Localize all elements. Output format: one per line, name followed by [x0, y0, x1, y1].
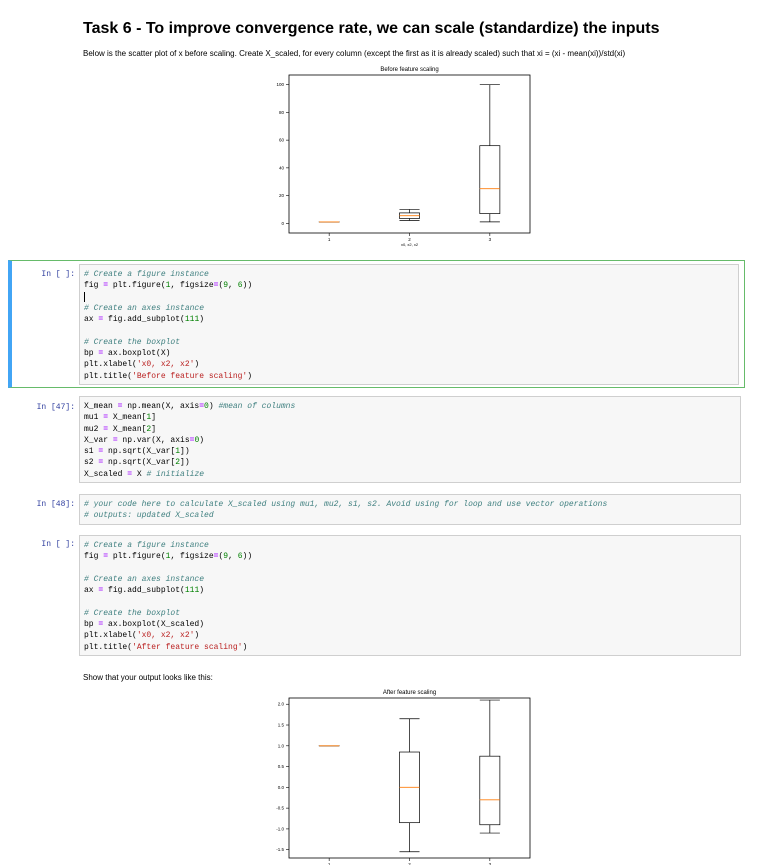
y-tick-label: 0.5	[277, 764, 284, 770]
code-token: 111	[184, 315, 200, 325]
y-tick-label: 40	[278, 165, 284, 171]
code-token: ax.boxplot(X_scaled)	[103, 620, 205, 630]
code-token: =	[98, 586, 104, 596]
code-token: s2	[84, 458, 99, 468]
code-token: 'x0, x2, x2'	[136, 631, 195, 641]
code-token: X	[132, 469, 147, 479]
code-line	[84, 585, 740, 596]
code-line	[84, 269, 738, 280]
code-token: 1	[165, 552, 171, 562]
code-token: =	[189, 435, 195, 445]
code-input-compute-stats[interactable]	[79, 396, 741, 483]
x-tick-label: 2	[408, 237, 411, 242]
x-axis-label: x0, x2, x2	[400, 242, 419, 247]
code-token: np.sqrt(X_var[	[103, 458, 176, 468]
code-token: # initialize	[146, 469, 205, 479]
code-line	[84, 359, 738, 370]
cell-prompt: In [48]:	[36, 500, 75, 509]
code-token: X_mean[	[108, 413, 147, 423]
code-token: =	[98, 315, 104, 325]
box-iqr	[480, 146, 500, 214]
code-token: mu2	[84, 424, 104, 434]
code-token: ,	[228, 281, 238, 291]
cell-prompt: In [ ]:	[41, 540, 75, 549]
code-token: 0	[204, 402, 209, 411]
code-token: =	[103, 413, 109, 423]
code-token: ])	[180, 458, 190, 468]
code-token: =	[103, 424, 109, 434]
code-token: # Create a figure instance	[84, 541, 209, 550]
code-token: X_var	[84, 435, 113, 445]
code-token: 9	[223, 552, 229, 562]
y-tick-label: 0	[281, 220, 284, 226]
code-token: 'x0, x2, x2'	[136, 360, 195, 370]
code-token: # your code here to calculate X_scaled using mu1, mu2, s1, s2. Avoid using for loop and use vector operations	[84, 500, 608, 509]
cell-prompt: In [ ]:	[41, 270, 75, 279]
text-cursor	[84, 292, 85, 302]
code-token: , figsize	[170, 552, 214, 562]
code-token: ])	[180, 447, 190, 457]
x-tick-label: 1	[327, 862, 331, 865]
y-tick-label: 1.0	[277, 743, 284, 749]
before-scaling-boxplot	[258, 62, 548, 252]
code-token: =	[103, 552, 109, 562]
code-line	[84, 608, 740, 619]
code-line	[84, 371, 738, 382]
code-line	[84, 619, 740, 630]
code-token: 1	[175, 447, 181, 457]
code-token: )	[208, 402, 219, 411]
code-token: 111	[184, 586, 200, 596]
code-token: fig	[84, 552, 104, 562]
code-line	[84, 630, 740, 641]
code-line	[84, 642, 740, 653]
show-output-text: Show that your output looks like this:	[83, 673, 213, 682]
box-iqr	[480, 756, 500, 825]
code-token: X_scaled	[84, 469, 128, 479]
code-token: ))	[242, 552, 253, 562]
code-line	[84, 551, 740, 562]
y-tick-label: -1.5	[276, 847, 284, 853]
code-line	[84, 510, 740, 521]
code-token: 'After feature scaling'	[132, 642, 243, 652]
code-token: # Create the boxplot	[84, 608, 181, 618]
x-tick-label: 2	[408, 862, 411, 865]
x-tick-label: 3	[488, 237, 492, 242]
code-token: # Create the boxplot	[84, 337, 181, 347]
code-token: )	[199, 315, 205, 325]
code-token: fig	[84, 281, 104, 291]
y-tick-label: 20	[278, 193, 284, 199]
code-token: 9	[223, 281, 229, 291]
code-line	[84, 292, 738, 303]
x-tick-label: 1	[327, 237, 331, 242]
code-token: )	[247, 371, 253, 381]
code-token: , figsize	[170, 281, 214, 291]
code-line	[84, 348, 738, 359]
code-token: X_mean	[84, 402, 118, 411]
code-line	[84, 499, 740, 510]
code-token: ,	[228, 552, 238, 562]
code-line	[84, 314, 738, 325]
code-token: =	[213, 552, 219, 562]
code-token: (	[218, 552, 224, 562]
code-token: =	[98, 447, 104, 457]
code-token: 2	[146, 424, 152, 434]
code-token: =	[213, 281, 219, 291]
y-tick-label: 0.0	[277, 784, 284, 790]
code-input-scaling-task[interactable]	[79, 494, 741, 525]
code-token: bp	[84, 620, 99, 630]
y-tick-label: -1.0	[276, 826, 284, 832]
code-token: plt.figure(	[108, 281, 166, 291]
code-token: )	[194, 631, 200, 641]
y-tick-label: 100	[276, 82, 284, 88]
x-tick-label: 3	[488, 862, 492, 865]
code-line	[84, 540, 740, 551]
code-token: )	[199, 435, 205, 445]
task-title: Task 6 - To improve convergence rate, we can scale (standardize) the inputs	[83, 20, 660, 37]
code-token: ax	[84, 315, 99, 325]
code-token: =	[98, 458, 104, 468]
code-token: # Create a figure instance	[84, 270, 209, 279]
code-token: ))	[242, 281, 253, 291]
code-token: ax.boxplot(X)	[103, 349, 171, 359]
code-token: (	[218, 281, 224, 291]
code-line	[84, 412, 740, 423]
code-input-create-figure-after[interactable]	[79, 535, 741, 656]
code-token: )	[242, 642, 248, 652]
code-token: 2	[175, 458, 181, 468]
code-token: 6	[237, 281, 243, 291]
code-token: 1	[146, 413, 152, 423]
code-token: =	[112, 435, 118, 445]
code-token: # outputs: updated X_scaled	[84, 511, 214, 521]
code-token: np.mean(X, axis	[122, 402, 200, 411]
code-token: =	[117, 402, 123, 411]
code-line	[84, 337, 738, 348]
task-description: Below is the scatter plot of x before scaling. Create X_scaled, for every column (except the first as it is already scaled) such that xi = (xi - mean(xi))/std(xi)	[83, 49, 626, 58]
code-token: =	[127, 469, 133, 479]
code-token: plt.xlabel(	[84, 360, 137, 370]
chart-title: Before feature scaling	[380, 67, 439, 73]
code-line	[84, 446, 740, 457]
after-scaling-boxplot	[258, 686, 548, 865]
code-line	[84, 469, 740, 480]
code-token: bp	[84, 349, 99, 359]
chart-title: After feature scaling	[382, 690, 437, 696]
cell-prompt: In [47]:	[36, 403, 75, 412]
y-tick-label: 60	[278, 137, 284, 143]
y-tick-label: 80	[278, 109, 284, 115]
code-token: plt.xlabel(	[84, 631, 137, 641]
code-token: np.sqrt(X_var[	[103, 447, 176, 457]
y-tick-label: 2.0	[277, 701, 284, 707]
code-token: fig.add_subplot(	[103, 586, 185, 596]
code-token: 'Before feature scaling'	[132, 371, 248, 381]
code-token: s1	[84, 447, 99, 457]
y-tick-label: -0.5	[276, 805, 284, 811]
code-token: )	[199, 586, 205, 596]
code-token: ]	[151, 424, 157, 434]
code-token: plt.title(	[84, 371, 133, 381]
code-token: plt.figure(	[108, 552, 166, 562]
code-line	[84, 574, 740, 585]
code-line	[84, 280, 738, 291]
code-line	[84, 563, 740, 574]
code-line	[84, 303, 738, 314]
code-token: 1	[165, 281, 171, 291]
code-input-create-figure-before[interactable]	[79, 264, 739, 385]
code-line	[84, 435, 740, 446]
code-token: # Create an axes instance	[84, 304, 205, 313]
code-line	[84, 457, 740, 468]
code-token: =	[98, 620, 104, 630]
code-token: #mean of columns	[218, 402, 296, 411]
code-token: plt.title(	[84, 642, 133, 652]
code-token: =	[199, 402, 205, 411]
code-token: mu1	[84, 413, 104, 423]
code-line	[84, 401, 740, 412]
code-token: X_mean[	[108, 424, 147, 434]
code-token: 6	[237, 552, 243, 562]
code-token: )	[194, 360, 200, 370]
y-tick-label: 1.5	[277, 722, 284, 728]
code-token: 0	[194, 435, 200, 445]
code-line	[84, 326, 738, 337]
code-line	[84, 596, 740, 607]
code-line	[84, 424, 740, 435]
code-token: # Create an axes instance	[84, 574, 205, 584]
code-token: =	[103, 281, 109, 291]
code-token: ]	[151, 413, 157, 423]
code-token: np.var(X, axis	[117, 435, 190, 445]
code-token: =	[98, 349, 104, 359]
code-token: fig.add_subplot(	[103, 315, 185, 325]
code-token: ax	[84, 586, 99, 596]
